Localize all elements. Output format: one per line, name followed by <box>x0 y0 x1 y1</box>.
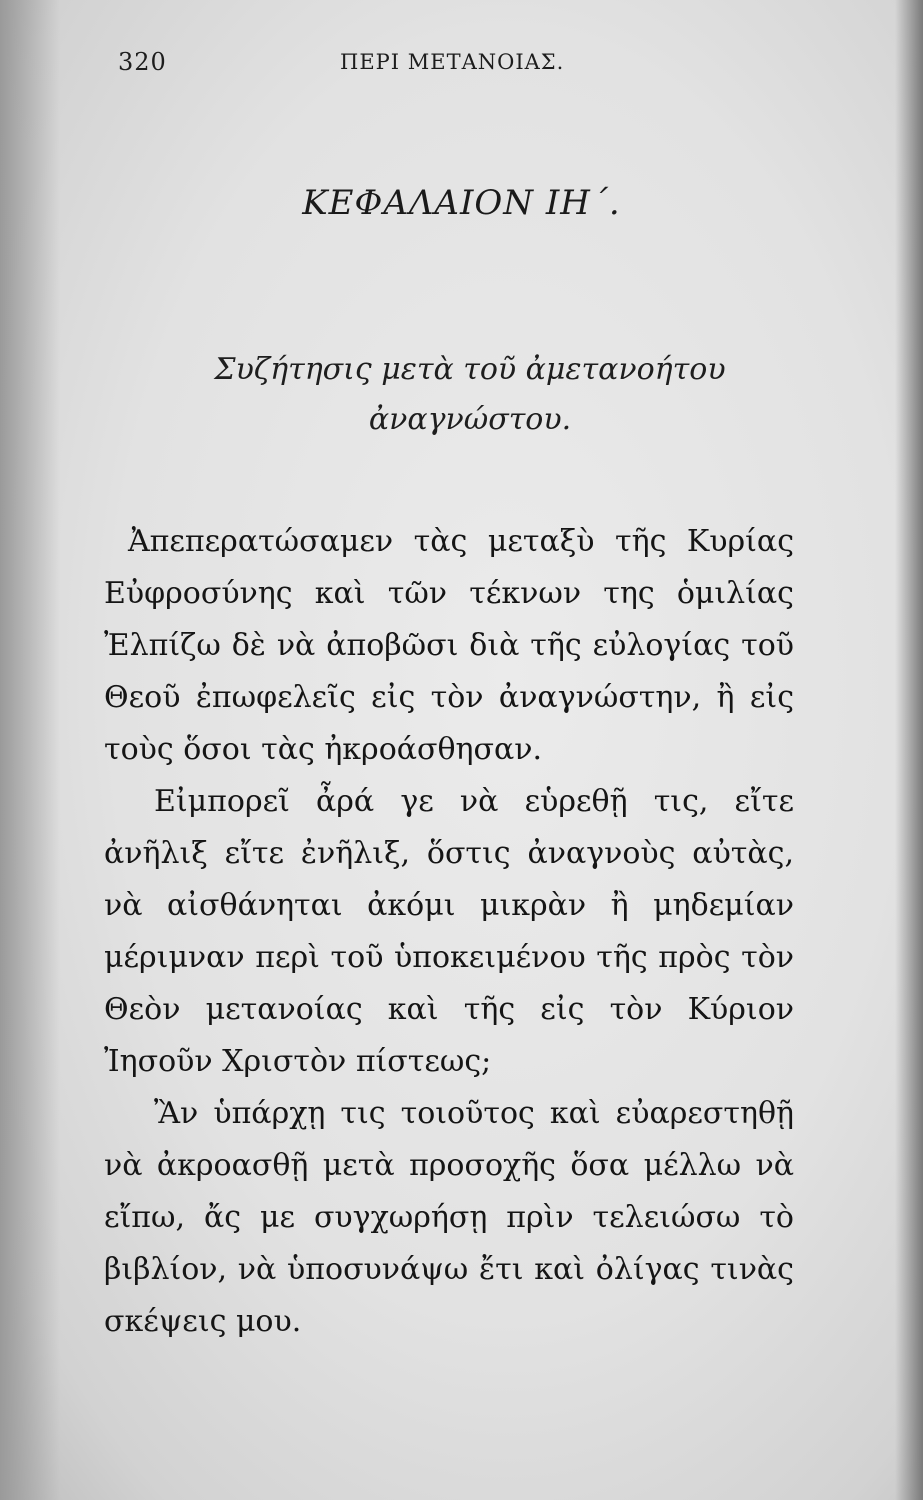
paragraph: Ἂν ὑπάρχῃ τις τοιοῦτος καὶ εὐαρεστηθῇ νὰ ἀκροασθῇ μετὰ προσοχῆς ὅσα μέλλω νὰ εἴπω, ἄς με συγχωρήσῃ πρὶν τελειώσω τὸ βιβλίον, νὰ ὑποσυνάψω ἔτι καὶ ὀλίγας τινὰς σκέψεις μου. <box>104 1096 794 1339</box>
body-text <box>104 516 794 1348</box>
paragraph: Εἰμπορεῖ ἆρά γε νὰ εὑρεθῇ τις, εἴτε ἀνῆλιξ εἴτε ἐνῆλιξ, ὅστις ἀναγνοὺς αὐτὰς, νὰ αἰσθάνηται ἀκόμι μικρὰν ἢ μηδεμίαν μέριμναν περὶ τοῦ ὑποκειμένου τῆς πρὸς τὸν Θεὸν μετανοίας καὶ τῆς εἰς τὸν Κύριον Ἰησοῦν Χριστὸν πίστεως; <box>104 784 794 1079</box>
chapter-title: ΚΕΦΑΛΑΙΟΝ ΙΗ΄. <box>302 183 621 223</box>
chapter-subtitle: Συζήτησις μετὰ τοῦ ἀμετανοήτου ἀναγνώστου. <box>214 352 726 437</box>
running-head: ΠΕΡΙ ΜΕΤΑΝΟΙΑΣ. <box>340 50 565 74</box>
page-header <box>118 48 818 88</box>
page-number: 320 <box>118 48 167 76</box>
paragraph: Ἀπεπερατώσαμεν τὰς μεταξὺ τῆς Κυρίας Εὐφροσύνης καὶ τῶν τέκνων της ὁμιλίας Ἐλπίζω δὲ νὰ ἀποβῶσι διὰ τῆς εὐλογίας τοῦ Θεοῦ ἐπωφελεῖς εἰς τὸν ἀναγνώστην, ἢ εἰς τοὺς ὅσοι τὰς ἠκροάσθησαν. <box>104 524 794 767</box>
